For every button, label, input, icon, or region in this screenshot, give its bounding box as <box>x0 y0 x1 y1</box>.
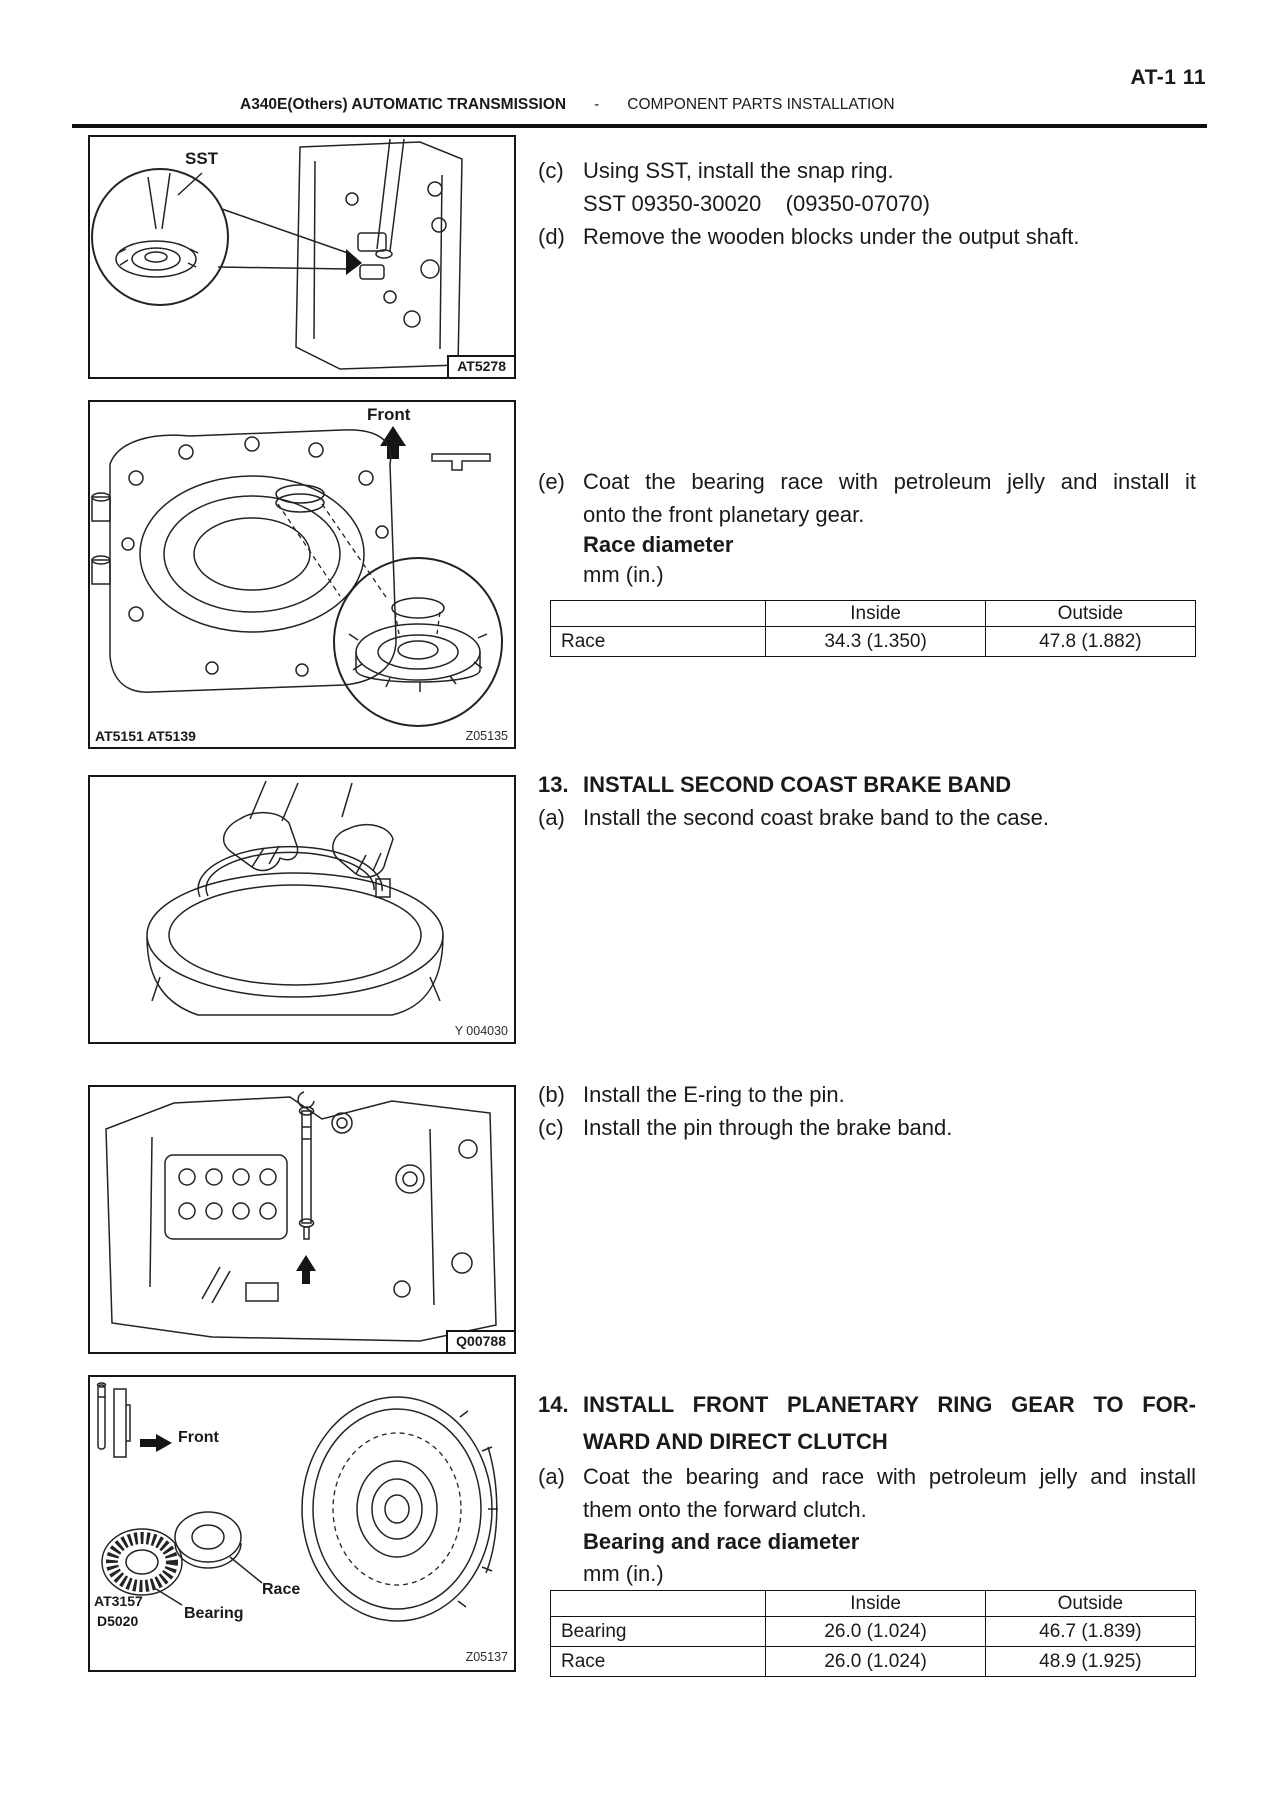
step-marker: (b) <box>538 1082 565 1107</box>
table-header-row <box>551 601 1196 627</box>
outside-value: 46.7 (1.839) <box>985 1617 1195 1647</box>
step-marker: (e) <box>538 469 565 494</box>
outside-value: 47.8 (1.882) <box>985 627 1195 657</box>
page-number: AT-1 11 <box>1130 66 1206 89</box>
step-text: Remove the wooden blocks under the output shaft. <box>583 224 1080 249</box>
units-label <box>538 1560 1196 1588</box>
running-header <box>240 96 1140 114</box>
figure-code: AT5151 AT5139 <box>95 728 196 744</box>
bearing-race-diameter-table <box>550 1590 1196 1677</box>
header-cell: Inside <box>766 601 985 627</box>
ering-pin-illustration <box>90 1087 510 1348</box>
step-text: Using SST, install the snap ring. <box>583 158 894 183</box>
running-header-subsection: COMPONENT PARTS INSTALLATION <box>627 96 895 113</box>
section-number: 14. <box>538 1392 569 1417</box>
race-diameter-table <box>550 600 1196 657</box>
outside-value: 48.9 (1.925) <box>985 1647 1195 1677</box>
step-b-ering <box>538 1081 1196 1109</box>
figure-ering-pin-install <box>88 1085 516 1354</box>
section-13-heading <box>538 771 1196 799</box>
header-cell: Outside <box>985 601 1195 627</box>
sst-part-numbers <box>538 190 1196 218</box>
figure-code: Q00788 <box>446 1330 514 1352</box>
figure-code: AT5278 <box>447 355 514 377</box>
header-rule <box>72 124 1207 128</box>
section-title: INSTALL FRONT PLANETARY RING GEAR TO FOR- <box>583 1392 1196 1417</box>
section-title: INSTALL SECOND COAST BRAKE BAND <box>583 772 1012 797</box>
step-e-coat-race <box>538 468 1196 496</box>
step-c-snap-ring <box>538 157 1196 185</box>
race-label: Race <box>262 1581 301 1598</box>
step-c-pin <box>538 1114 1196 1142</box>
row-label: Bearing <box>551 1617 766 1647</box>
step-text: SST 09350-30020 (09350-07070) <box>583 191 930 216</box>
figure-code: AT3157 <box>94 1593 143 1609</box>
brake-band-illustration <box>90 777 510 1038</box>
table-row <box>551 1647 1196 1677</box>
bearing-label: Bearing <box>184 1605 244 1622</box>
step-a-coat-bearing <box>538 1463 1196 1491</box>
step-text: them onto the forward clutch. <box>583 1497 867 1522</box>
step-marker: (c) <box>538 1115 564 1140</box>
snap-ring-illustration <box>90 137 510 373</box>
front-label: Front <box>367 405 411 424</box>
ring-gear-illustration <box>90 1377 510 1666</box>
header-cell <box>551 1591 766 1617</box>
step-text: Race diameter <box>583 532 734 557</box>
row-label: Race <box>551 1647 766 1677</box>
row-label: Race <box>551 627 766 657</box>
header-cell: Outside <box>985 1591 1195 1617</box>
step-text: Install the second coast brake band to the case. <box>583 805 1049 830</box>
step-marker: (d) <box>538 224 565 249</box>
inside-value: 26.0 (1.024) <box>766 1647 985 1677</box>
figure-race-install <box>88 400 516 749</box>
step-text: mm (in.) <box>583 1561 664 1586</box>
header-cell <box>551 601 766 627</box>
step-text: Install the pin through the brake band. <box>583 1115 953 1140</box>
section-14-heading <box>538 1391 1196 1419</box>
step-d-wooden-blocks <box>538 223 1196 251</box>
figure-snap-ring-install <box>88 135 516 379</box>
figure-code-secondary: Z05135 <box>465 729 508 743</box>
step-text: Coat the bearing race with petroleum jelly and install it <box>583 469 1196 494</box>
figure-code-2: D5020 <box>97 1613 139 1629</box>
step-a-install-band <box>538 804 1196 832</box>
table-row <box>551 627 1196 657</box>
step-marker: (a) <box>538 1464 565 1489</box>
race-install-illustration <box>90 402 510 743</box>
inside-value: 34.3 (1.350) <box>766 627 985 657</box>
race-diameter-label <box>538 531 1196 559</box>
sst-label: SST <box>185 149 219 168</box>
table-row <box>551 1617 1196 1647</box>
section-number: 13. <box>538 772 569 797</box>
running-header-separator: - <box>594 96 600 113</box>
step-text: Install the E-ring to the pin. <box>583 1082 845 1107</box>
step-marker: (c) <box>538 158 564 183</box>
step-text: Bearing and race diameter <box>583 1529 860 1554</box>
figure-brake-band-install <box>88 775 516 1044</box>
step-marker: (a) <box>538 805 565 830</box>
units-label <box>538 561 1196 589</box>
step-text: Coat the bearing and race with petroleum jelly and install <box>583 1464 1196 1489</box>
front-label: Front <box>178 1429 219 1446</box>
figure-code-secondary: Z05137 <box>465 1650 508 1664</box>
section-title: WARD AND DIRECT CLUTCH <box>583 1429 888 1454</box>
step-a-coat-bearing-cont <box>538 1496 1196 1524</box>
bearing-race-diameter-label <box>538 1528 1196 1556</box>
running-header-section: A340E(Others) AUTOMATIC TRANSMISSION <box>240 96 567 113</box>
inside-value: 26.0 (1.024) <box>766 1617 985 1647</box>
step-text: onto the front planetary gear. <box>583 502 865 527</box>
step-e-coat-race-cont <box>538 501 1196 529</box>
figure-code: Y 004030 <box>454 1024 508 1038</box>
step-text: mm (in.) <box>583 562 664 587</box>
table-header-row <box>551 1591 1196 1617</box>
section-14-heading-cont <box>538 1428 1196 1456</box>
header-cell: Inside <box>766 1591 985 1617</box>
figure-ring-gear-parts <box>88 1375 516 1672</box>
